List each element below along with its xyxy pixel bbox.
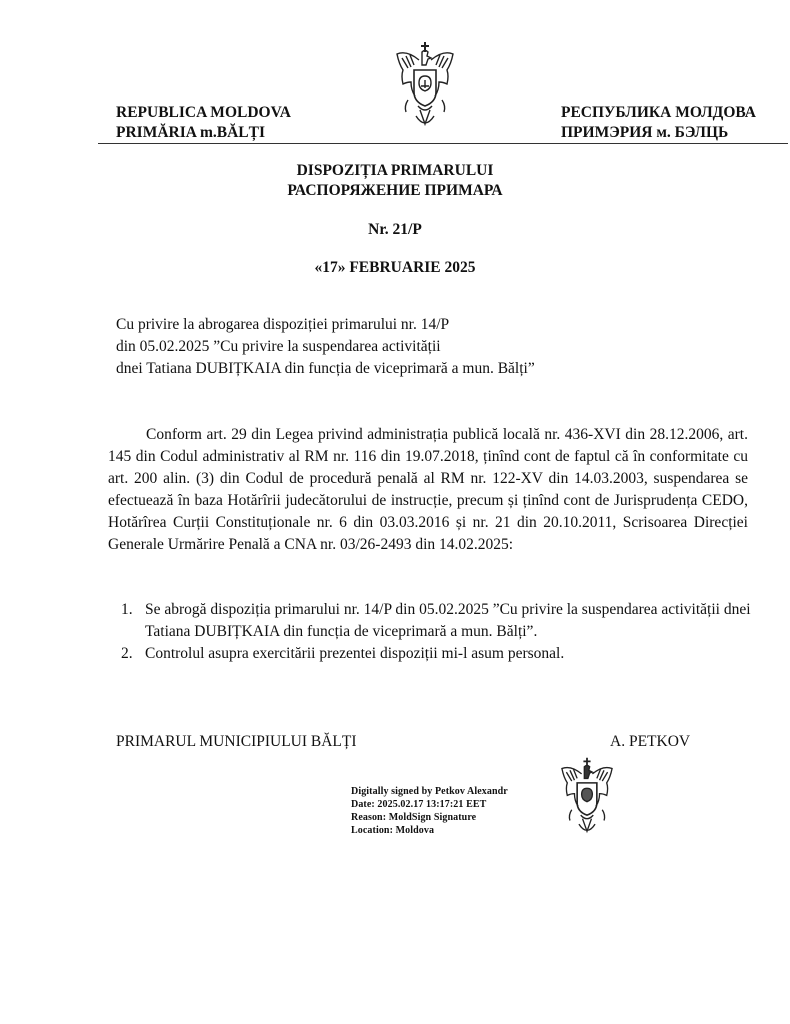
signatory-name: A. PETKOV [610,733,691,750]
header-country-ru: РЕСПУБЛИКА МОЛДОВА [561,104,756,121]
header-left [116,103,291,143]
subject-line: Cu privire la abrogarea dispoziției primarului nr. 14/P [116,316,450,333]
digital-signature-date: Date: 2025.02.17 13:17:21 EET [351,799,487,810]
decision-list [108,599,790,665]
header-country-ro: REPUBLICA MOLDOVA [116,104,291,121]
subject-line: dnei Tatiana DUBIȚKAIA din funcția de viceprimară a mun. Bălți” [116,360,535,377]
header-institution-ru: ПРИМЭРИЯ м. БЭЛЦЬ [561,124,729,141]
header-emblem [394,40,456,141]
signature-stamp [558,756,616,847]
digital-signature-reason: Reason: MoldSign Signature [351,812,477,823]
digital-signature-location: Location: Moldova [351,825,435,836]
title-ru: РАСПОРЯЖЕНИЕ ПРИМАРА [287,182,503,199]
header-right [561,103,756,143]
digital-signature-block [351,785,508,837]
document-date: «17» FEBRUARIE 2025 [314,259,476,276]
moldova-coat-of-arms-icon [394,40,456,136]
digital-signature-signer: Digitally signed by Petkov Alexandr [351,786,508,797]
body-paragraph: Conform art. 29 din Legea privind administrația publică locală nr. 436-XVI din 28.12.2006, art. 145 din Codul administrativ al RM nr. 116 din 19.07.2018, ținînd cont de faptul că în conformitate cu art. 200 alin. (3) din Codul de procedură penală al RM nr. 122-XV din 14.03.2003, suspendarea se efectuează în baza Hotărîrii judecătorului de instrucție, precum și ținînd cont de Jurisprudența CEDO, Hotărîrea Curții Constituționale nr. 6 din 03.03.2016 și nr. 21 din 20.10.2011, Scrisoarea Direcției Generale Urmărire Penală a CNA nr. 03/26-2493 din 14.02.2025: [108,426,748,553]
list-item [108,643,790,665]
header-divider [98,143,788,144]
title-ro: DISPOZIȚIA PRIMARULUI [296,162,494,179]
subject-block [116,314,535,380]
list-item [108,599,790,643]
body-section [108,424,748,556]
signatory-position: PRIMARUL MUNICIPIULUI BĂLȚI [116,733,357,750]
list-item-text: Se abrogă dispoziția primarului nr. 14/P din 05.02.2025 ”Cu privire la suspendarea activității dnei Tatiana DUBIȚKAIA din funcția de viceprimară a mun. Bălți”. [145,601,751,640]
list-item-number: 1. [121,601,133,618]
list-item-text: Controlul asupra exercitării prezentei dispoziții mi-l asum personal. [145,645,565,662]
document-number: Nr. 21/P [368,221,422,238]
header-institution-ro: PRIMĂRIA m.BĂLȚI [116,124,265,141]
moldova-coat-of-arms-icon [558,756,616,842]
subject-line: din 05.02.2025 ”Cu privire la suspendarea activității [116,338,441,355]
list-item-number: 2. [121,645,133,662]
